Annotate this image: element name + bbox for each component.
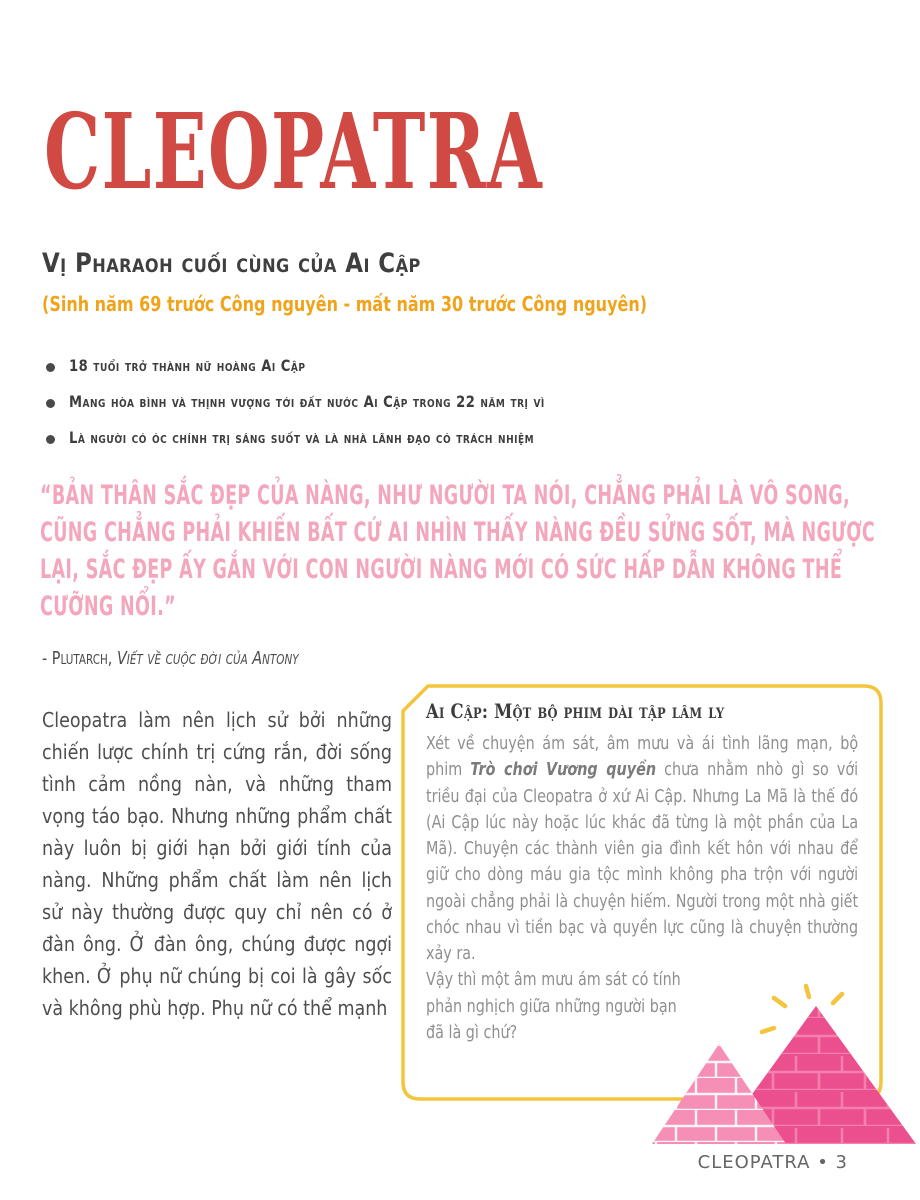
body-column xyxy=(42,704,394,1024)
quote-attribution xyxy=(42,648,299,669)
sidebar-text-emphasis: Trò chơi Vương quyền xyxy=(470,760,657,781)
attribution-name: - Plutarch, xyxy=(42,648,117,669)
bullet-icon xyxy=(46,399,55,408)
fact-item xyxy=(46,356,649,379)
quote-section xyxy=(40,478,900,626)
attribution-work: Viết về cuộc đời của Antony xyxy=(116,648,299,669)
page-title: CLEOPATRA xyxy=(44,90,544,213)
fact-text: Là người có óc chính trị sáng suốt và là nhà lãnh đạo có trách nhiệm xyxy=(69,428,535,447)
fact-item xyxy=(46,428,649,451)
page-footer: CLEOPATRA • 3 xyxy=(697,1152,848,1173)
fact-text: 18 tuổi trở thành nữ hoàng Ai Cập xyxy=(69,356,306,375)
sidebar-text: chưa nhằm nhò gì so với triều đại của Cleopatra ở xứ Ai Cập. Nhưng La Mã là thế đó (Ai Cập lúc này hoặc lúc khác đã từng là một phần của La Mã). Chuyện các thành viên gia đình kết hôn với nhau để giữ cho dòng máu gia tộc mình không pha trộn với người ngoài chẳng phải là chuyện hiếm. Người trong một nhà giết chóc nhau vì tiền bạc và quyền lực cũng là chuyện thường xảy ra. xyxy=(426,760,859,964)
sidebar-text: Xét về chuyện ám sát, âm mưu và ái tình lãng mạn, bộ phim xyxy=(426,734,859,781)
fact-list xyxy=(46,356,649,451)
sidebar-title: Ai Cập: Một bộ phim dài tập lâm ly xyxy=(426,699,725,723)
body-text: Cleopatra làm nên lịch sử bởi những chiến lược chính trị cứng rắn, đời sống tình cảm nồng nàn, và những tham vọng táo bạo. Nhưng những phẩm chất này luôn bị giới hạn bởi giới tính của nàng. Những phẩm chất làm nên lịch sử này thường được quy chỉ nên có ở đàn ông. Ở đàn ông, chúng được ngợi khen. Ở phụ nữ chúng bị coi là gây sốc và không phù hợp. Phụ nữ có thể mạnh xyxy=(42,708,392,1020)
pyramids-illustration xyxy=(646,982,918,1148)
bullet-icon xyxy=(46,435,55,444)
lifespan-dates: (Sinh năm 69 trước Công nguyên - mất năm 30 trước Công nguyên) xyxy=(42,292,648,316)
sidebar-paragraph xyxy=(426,731,858,967)
bullet-icon xyxy=(46,363,55,372)
subtitle: Vị Pharaoh cuối cùng của Ai Cập xyxy=(42,248,421,279)
fact-item xyxy=(46,392,649,415)
sparkle-icon xyxy=(762,986,842,1032)
fact-text: Mang hòa bình và thịnh vượng tới đất nước Ai Cập trong 22 năm trị vì xyxy=(69,392,545,411)
quote-text: “BẢN THÂN SẮC ĐẸP CỦA NÀNG, NHƯ NGƯỜI TA NÓI, CHẲNG PHẢI LÀ VÔ SONG, CŨNG CHẲNG PHẢI KHIẾN BẤT CỨ AI NHÌN THẤY NÀNG ĐỀU SỬNG SỐT, MÀ NGƯỢC LẠI, SẮC ĐẸP ẤY GẮN VỚI CON NGƯỜI NÀNG MỚI CÓ SỨC HẤP DẪN KHÔNG THỂ CƯỠNG NỔI.” xyxy=(40,480,876,622)
sidebar-paragraph-tail: Vậy thì một âm mưu ám sát có tính phản nghịch giữa những người bạn đã là gì chứ? xyxy=(426,970,681,1043)
